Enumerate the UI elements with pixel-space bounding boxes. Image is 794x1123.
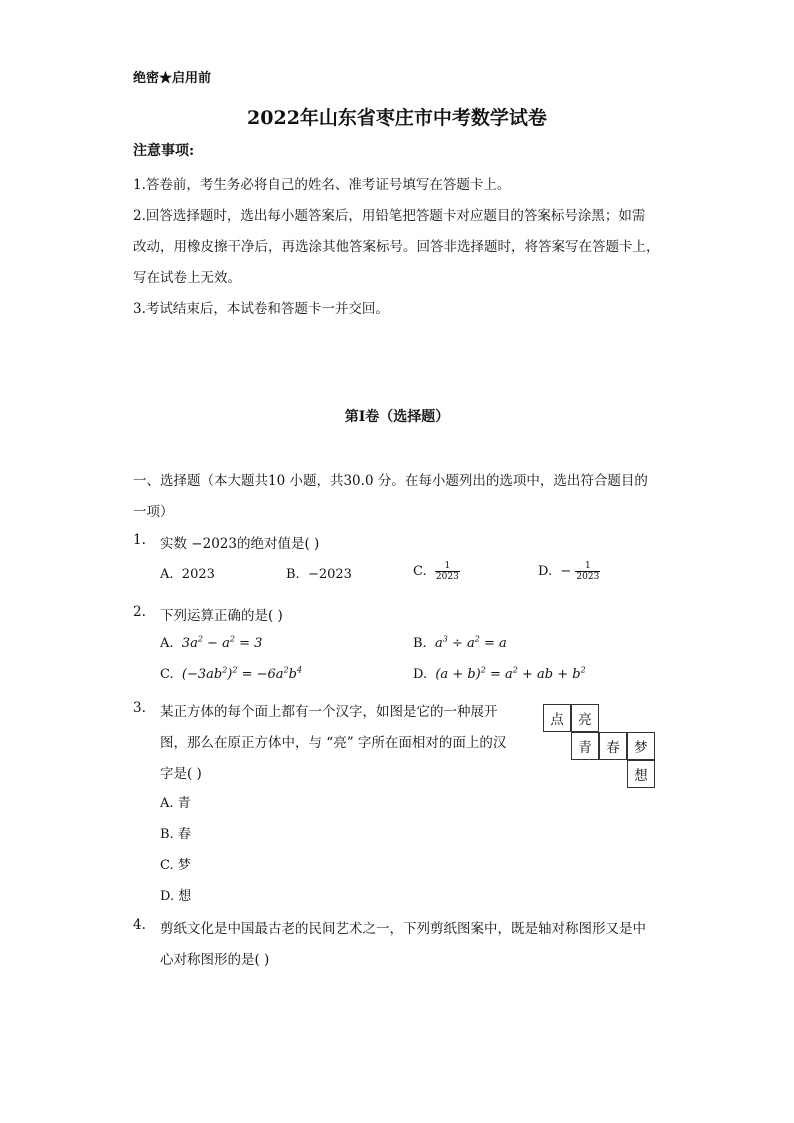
q1-option-d-label: D. bbox=[538, 564, 553, 579]
note-1: 1.答卷前，考生务必将自己的姓名、准考证号填写在答题卡上。 bbox=[133, 177, 511, 193]
q1-option-a-value: 2023 bbox=[181, 567, 215, 582]
note-3: 3.考试结束后，本试卷和答题卡一并交回。 bbox=[133, 301, 389, 317]
net-cell-2: 亮 bbox=[571, 704, 599, 732]
q2-option-a bbox=[160, 636, 262, 651]
notes-heading: 注意事项: bbox=[133, 143, 195, 159]
q3-option-c: C. 梦 bbox=[160, 858, 191, 873]
q2-option-c-label: C. bbox=[160, 667, 174, 682]
q3-text-line-1: 某正方体的每个面上都有一个汉字，如图是它的一种展开 bbox=[160, 704, 498, 720]
q2-option-b bbox=[413, 636, 507, 651]
q1-option-d-sign: − bbox=[560, 564, 572, 579]
q2-option-c-expr: $(-3ab^2)^2 = -6a^2b^4$ bbox=[181, 665, 303, 682]
q1-number: 1. bbox=[133, 532, 146, 548]
net-cell-6: 想 bbox=[627, 760, 655, 788]
q1-option-c-label: C. bbox=[413, 564, 427, 579]
fraction-numerator: 1 bbox=[435, 561, 460, 572]
q4-text-line-2: 心对称图形的是( ) bbox=[160, 952, 270, 968]
q2-option-d bbox=[413, 667, 586, 682]
exam-title: 2022年山东省枣庄市中考数学试卷 bbox=[247, 107, 547, 129]
q2-option-a-expr: $3a^2 - a^2 = 3$ bbox=[181, 634, 263, 651]
q2-option-d-expr: $(a + b)^2 = a^2$ + ab + $b^2$ bbox=[435, 665, 586, 682]
q1-option-a-label: A. bbox=[160, 567, 174, 582]
q2-option-b-label: B. bbox=[413, 636, 427, 651]
q2-number: 2. bbox=[133, 604, 146, 620]
net-cell-1: 点 bbox=[543, 704, 571, 732]
q3-option-b: B. 春 bbox=[160, 827, 191, 842]
q3-number: 3. bbox=[133, 700, 146, 716]
q2-option-c bbox=[160, 667, 302, 682]
confidential-label: 绝密★启用前 bbox=[133, 71, 212, 86]
q1-option-c-fraction bbox=[435, 561, 460, 582]
q3-text-line-3: 字是( ) bbox=[160, 766, 202, 782]
q3-option-a: A. 青 bbox=[160, 796, 191, 811]
q1-option-c bbox=[413, 561, 460, 582]
note-2-line-3: 写在试卷上无效。 bbox=[133, 270, 241, 286]
part-instructions-line-2: 一项） bbox=[133, 504, 174, 520]
q3-option-d: D. 想 bbox=[160, 889, 192, 904]
q1-option-b-label: B. bbox=[286, 567, 300, 582]
net-cell-4: 春 bbox=[599, 732, 627, 760]
note-2-line-1: 2.回答选择题时，选出每小题答案后，用铅笔把答题卡对应题目的答案标号涂黑；如需 bbox=[133, 208, 646, 224]
q1-option-d bbox=[538, 561, 600, 582]
part-instructions-line-1: 一、选择题（本大题共10 小题，共30.0 分。在每小题列出的选项中，选出符合题目的 bbox=[133, 473, 648, 489]
fraction-numerator: 1 bbox=[575, 561, 600, 572]
q1-option-a bbox=[160, 567, 215, 582]
q4-text-line-1: 剪纸文化是中国最古老的民间艺术之一，下列剪纸图案中，既是轴对称图形又是中 bbox=[160, 921, 646, 937]
q1-option-b bbox=[286, 567, 352, 582]
fraction-denominator: 2023 bbox=[435, 572, 459, 582]
q2-option-a-label: A. bbox=[160, 636, 174, 651]
q1-option-b-value: −2023 bbox=[307, 567, 352, 582]
net-cell-3: 青 bbox=[571, 732, 599, 760]
q3-text-line-2: 图，那么在原正方体中，与 “亮” 字所在面相对的面上的汉 bbox=[160, 735, 507, 751]
q2-option-b-expr: $a^3 \div a^2 = a$ bbox=[434, 634, 507, 651]
note-2-line-2: 改动，用橡皮擦干净后，再选涂其他答案标号。回答非选择题时，将答案写在答题卡上， bbox=[133, 239, 660, 255]
q4-number: 4. bbox=[133, 917, 146, 933]
q1-text: 实数 −2023的绝对值是( ) bbox=[160, 536, 320, 552]
q2-text: 下列运算正确的是( ) bbox=[160, 608, 283, 624]
section-title: 第Ⅰ卷（选择题） bbox=[344, 409, 450, 425]
q2-option-d-label: D. bbox=[413, 667, 428, 682]
q1-option-d-fraction bbox=[575, 561, 600, 582]
net-cell-5: 梦 bbox=[627, 732, 655, 760]
fraction-denominator: 2023 bbox=[576, 572, 600, 582]
